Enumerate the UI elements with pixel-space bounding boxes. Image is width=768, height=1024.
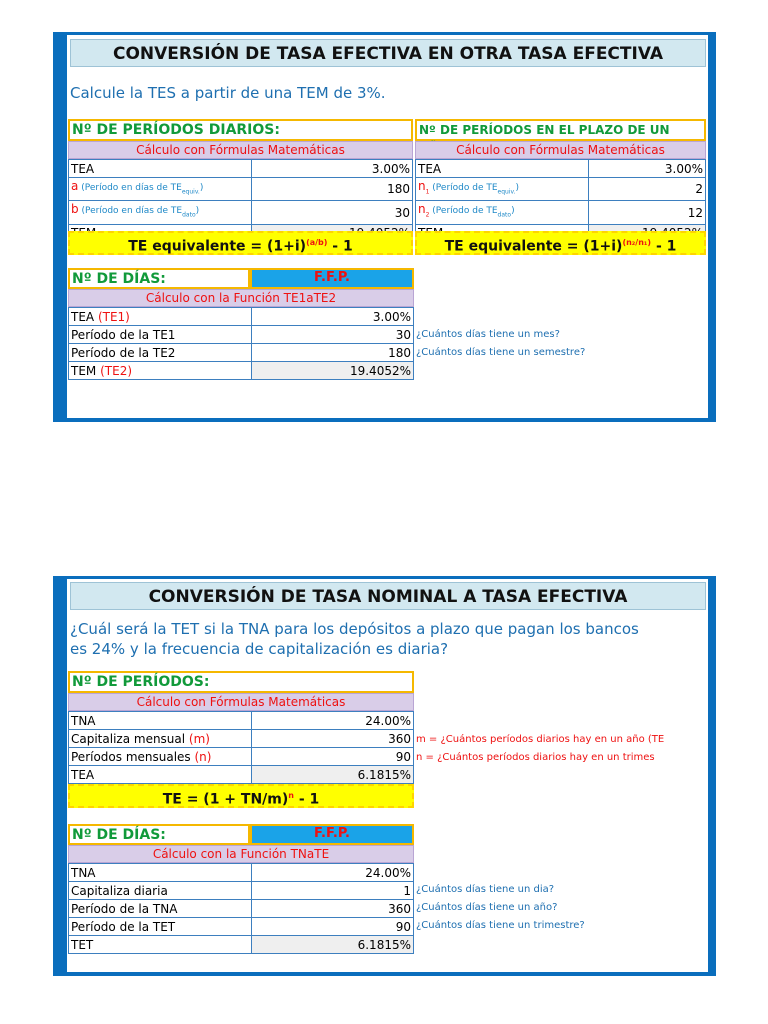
days-table <box>68 307 414 380</box>
row-value: 12 <box>589 201 706 224</box>
label-text: TEM <box>71 363 101 378</box>
formula-exponent: (a/b) <box>306 238 328 247</box>
row-value: 360 <box>252 730 414 748</box>
question-text: Calcule la TES a partir de una TEM de 3%. <box>70 84 386 102</box>
row-value: 3.00% <box>252 160 413 178</box>
row-label: Capitaliza diaria <box>69 882 252 900</box>
formula-main: TE equivalente = (1+i) <box>444 238 623 255</box>
left-header: Nº DE PERÍODOS DIARIOS: <box>68 119 413 141</box>
table-row <box>69 160 413 178</box>
var-sub: dato <box>182 211 196 219</box>
var-n: n <box>418 179 426 193</box>
var-desc: (Período en días de TE <box>78 206 183 217</box>
var-suffix: ) <box>195 206 200 217</box>
table-row <box>69 918 414 936</box>
var-sub: equiv. <box>497 188 516 196</box>
row-value: 360 <box>252 900 414 918</box>
row-label: TET <box>69 936 252 954</box>
note-n: n = ¿Cuántos períodos diarios hay en un trimes <box>416 752 655 763</box>
left-formula <box>68 231 413 255</box>
question-text <box>70 619 710 659</box>
row-value: 90 <box>252 748 414 766</box>
table-row <box>69 766 414 784</box>
row-value: 3.00% <box>589 160 706 178</box>
days-subheader: Cálculo con la Función TNaTE <box>68 845 414 863</box>
row-label: TNA <box>69 864 252 882</box>
section2-panel <box>53 576 716 976</box>
formula-exponent: (n₂/n₁) <box>622 238 652 247</box>
row-label <box>69 730 252 748</box>
table-row <box>69 730 414 748</box>
var-b: b <box>71 202 79 217</box>
row-value: 6.1815% <box>252 766 414 784</box>
table-row <box>416 160 706 178</box>
table-row <box>69 326 414 344</box>
var-desc: (Período de TE <box>429 206 498 217</box>
periods-header: Nº DE PERÍODOS: <box>68 671 414 693</box>
row-label <box>69 201 252 224</box>
row-label: Período de la TE2 <box>69 344 252 362</box>
periods-subheader: Cálculo con Fórmulas Matemáticas <box>68 693 414 711</box>
question-line: ¿Cuál será la TET si la TNA para los depósitos a plazo que pagan los bancos <box>70 620 639 638</box>
var-suffix: ) <box>199 183 204 193</box>
row-value: 24.00% <box>252 864 414 882</box>
var-index: 2 <box>425 211 430 219</box>
label-tag: (TE1) <box>97 309 130 324</box>
var-index: 1 <box>425 188 430 196</box>
days-header: Nº DE DÍAS: <box>68 824 250 845</box>
var-desc: (Período en días de TE <box>78 183 182 193</box>
row-value: 1 <box>252 882 414 900</box>
section2-title: CONVERSIÓN DE TASA NOMINAL A TASA EFECTIVA <box>70 582 706 610</box>
question-line: es 24% y la frecuencia de capitalización es diaria? <box>70 640 449 658</box>
row-label: TEA <box>416 160 589 178</box>
table-row <box>416 178 706 201</box>
table-row <box>69 344 414 362</box>
formula-main: TE = (1 + TN/m) <box>162 791 289 808</box>
label-text: TEA <box>71 309 98 324</box>
row-value: 2 <box>589 178 706 201</box>
table-row <box>69 900 414 918</box>
var-sub: dato <box>497 211 512 219</box>
row-value: 180 <box>252 344 414 362</box>
question-number: 9 <box>59 629 66 640</box>
row-value: 180 <box>252 178 413 201</box>
days-table <box>68 863 414 954</box>
row-label <box>416 201 589 224</box>
question-number: 5 <box>59 85 66 96</box>
row-label: TNA <box>69 712 252 730</box>
note-trimester: ¿Cuántos días tiene un trimestre? <box>416 920 585 931</box>
formula-tail: - 1 <box>651 238 677 255</box>
row-label <box>69 748 252 766</box>
periods-table <box>68 711 414 784</box>
var-desc: (Período de TE <box>429 183 498 193</box>
label-tag: (n) <box>194 749 212 764</box>
var-n: n <box>418 202 426 217</box>
periods-formula <box>68 784 414 808</box>
row-label: Período de la TNA <box>69 900 252 918</box>
row-value: 3.00% <box>252 308 414 326</box>
note-year: ¿Cuántos días tiene un año? <box>416 902 558 913</box>
note-semester: ¿Cuántos días tiene un semestre? <box>416 347 586 358</box>
var-suffix: ) <box>515 183 520 193</box>
table-row <box>69 178 413 201</box>
section1-title: CONVERSIÓN DE TASA EFECTIVA EN OTRA TASA EFECTIVA <box>70 39 706 67</box>
table-row <box>69 864 414 882</box>
row-label <box>69 178 252 201</box>
row-label: TEA <box>69 766 252 784</box>
left-subheader: Cálculo con Fórmulas Matemáticas <box>68 141 413 159</box>
table-row <box>69 362 414 380</box>
var-sub: equiv. <box>181 188 200 196</box>
note-m: m = ¿Cuántos períodos diarios hay en un año (TE <box>416 734 665 745</box>
formula-exponent: n <box>288 791 294 800</box>
var-suffix: ) <box>511 206 515 217</box>
row-value: 30 <box>252 326 414 344</box>
right-formula <box>415 231 706 255</box>
label-tag: (TE2) <box>100 363 133 378</box>
days-header: Nº DE DÍAS: <box>68 268 250 289</box>
row-label <box>69 362 252 380</box>
days-subheader: Cálculo con la Función TE1aTE2 <box>68 289 414 307</box>
table-row <box>69 712 414 730</box>
right-header: Nº DE PERÍODOS EN EL PLAZO DE UN <box>415 119 706 141</box>
note-month: ¿Cuántos días tiene un mes? <box>416 329 560 340</box>
row-value: 6.1815% <box>252 936 414 954</box>
table-row <box>69 882 414 900</box>
row-label: Período de la TET <box>69 918 252 936</box>
row-value: 19.4052% <box>252 362 414 380</box>
table-row <box>69 308 414 326</box>
ffp-label: F.F.P. <box>250 268 414 289</box>
row-label: TEA <box>69 160 252 178</box>
formula-main: TE equivalente = (1+i) <box>128 238 307 255</box>
table-row <box>69 201 413 224</box>
formula-tail: - 1 <box>293 791 320 808</box>
row-label: Período de la TE1 <box>69 326 252 344</box>
table-row <box>69 936 414 954</box>
ffp-label: F.F.P. <box>250 824 414 845</box>
formula-tail: - 1 <box>327 238 353 255</box>
row-value: 24.00% <box>252 712 414 730</box>
label-tag: (m) <box>188 731 210 746</box>
section1-panel <box>53 32 716 422</box>
table-row <box>69 748 414 766</box>
table-row <box>416 201 706 224</box>
row-label <box>69 308 252 326</box>
note-day: ¿Cuántos días tiene un dia? <box>416 884 555 895</box>
var-a: a <box>71 179 79 193</box>
label-text: Períodos mensuales <box>71 749 195 764</box>
row-label <box>416 178 589 201</box>
label-text: Capitaliza mensual <box>71 731 189 746</box>
right-subheader: Cálculo con Fórmulas Matemáticas <box>415 141 706 159</box>
row-value: 90 <box>252 918 414 936</box>
row-value: 30 <box>252 201 413 224</box>
